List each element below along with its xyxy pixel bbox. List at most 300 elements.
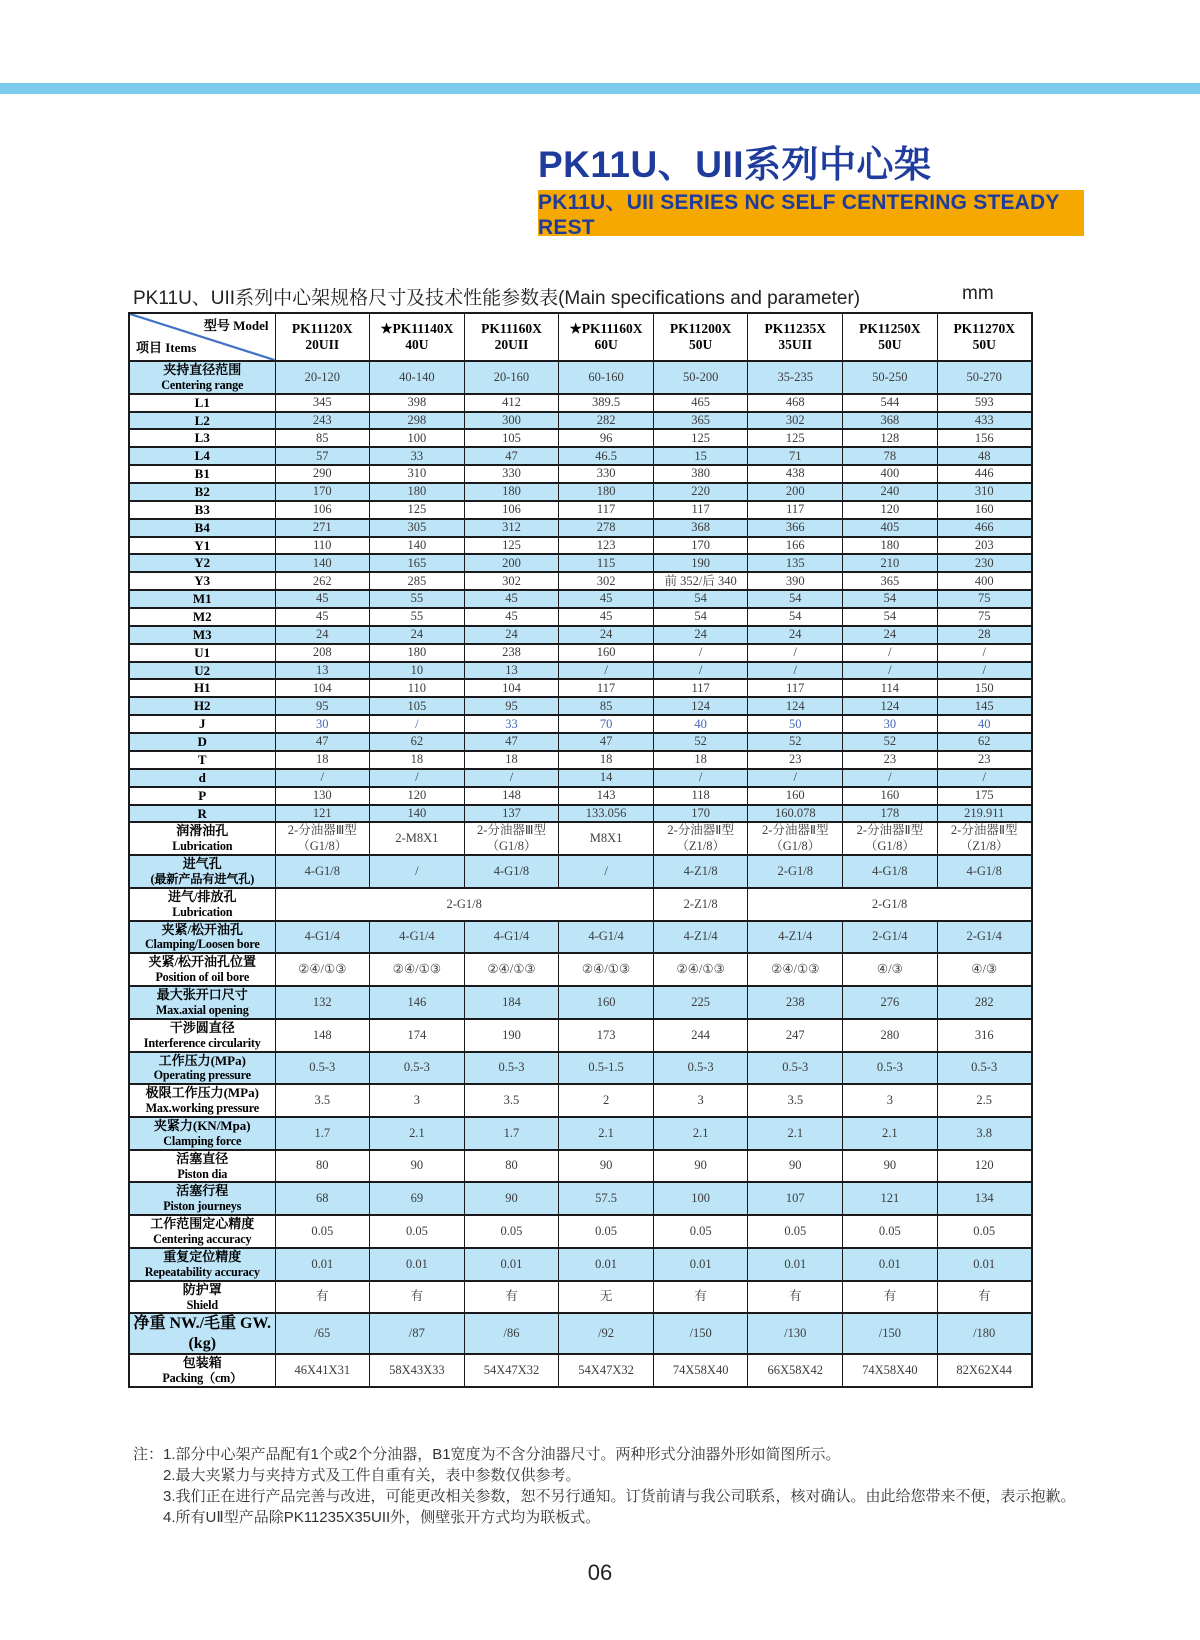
table-row <box>129 644 1032 662</box>
spec-cell: 0.01 <box>370 1248 465 1281</box>
row-label: M3 <box>129 626 275 644</box>
spec-cell: 400 <box>937 572 1032 590</box>
spec-cell: 123 <box>559 537 654 555</box>
row-label <box>129 1019 275 1052</box>
spec-cell: ④/③ <box>843 953 938 986</box>
spec-cell: 400 <box>843 465 938 483</box>
spec-cell: 282 <box>559 412 654 430</box>
spec-cell: 30 <box>275 715 370 733</box>
spec-cell: 160.078 <box>748 805 843 823</box>
spec-cell: 24 <box>275 626 370 644</box>
model-size: 50U <box>689 337 713 352</box>
row-label <box>129 953 275 986</box>
spec-cell: 180 <box>843 537 938 555</box>
table-row <box>129 1117 1032 1150</box>
spec-cell: 45 <box>464 590 559 608</box>
spec-cell: 148 <box>275 1019 370 1052</box>
spec-cell: 90 <box>653 1150 748 1183</box>
table-row <box>129 626 1032 644</box>
spec-cell: 128 <box>843 429 938 447</box>
spec-cell: ②④/①③ <box>559 953 654 986</box>
spec-cell: 302 <box>464 572 559 590</box>
row-label-zh: 重复定位精度 <box>163 1248 242 1264</box>
spec-cell: 18 <box>653 751 748 769</box>
model-name: PK11160X <box>481 320 542 336</box>
spec-cell: 316 <box>937 1019 1032 1052</box>
row-label-zh: 包装箱 <box>182 1355 222 1371</box>
spec-cell: 0.5-3 <box>748 1052 843 1085</box>
spec-cell: 4-G1/4 <box>275 921 370 954</box>
spec-cell: 210 <box>843 554 938 572</box>
table-row <box>129 679 1032 697</box>
spec-cell: / <box>843 644 938 662</box>
spec-cell: 132 <box>275 986 370 1019</box>
table-row <box>129 715 1032 733</box>
spec-cell: 170 <box>653 805 748 823</box>
spec-cell: 125 <box>748 429 843 447</box>
table-row <box>129 1052 1032 1085</box>
row-label <box>129 1248 275 1281</box>
spec-cell: 23 <box>843 751 938 769</box>
spec-cell: 143 <box>559 787 654 805</box>
spec-cell: 0.01 <box>843 1248 938 1281</box>
row-label-en: Centering accuracy <box>153 1232 252 1247</box>
spec-cell: 247 <box>748 1019 843 1052</box>
spec-cell: / <box>653 662 748 680</box>
spec-cell: 593 <box>937 394 1032 412</box>
spec-cell: 110 <box>370 679 465 697</box>
table-row <box>129 1248 1032 1281</box>
spec-cell: ②④/①③ <box>653 953 748 986</box>
spec-cell: 117 <box>559 501 654 519</box>
row-label: L1 <box>129 394 275 412</box>
spec-cell: 140 <box>370 805 465 823</box>
spec-cell: 74X58X40 <box>843 1354 938 1387</box>
spec-cell: 160 <box>843 787 938 805</box>
spec-cell: 18 <box>370 751 465 769</box>
table-row <box>129 1084 1032 1117</box>
spec-cell: 160 <box>559 644 654 662</box>
spec-cell: 24 <box>559 626 654 644</box>
spec-cell: 135 <box>748 554 843 572</box>
spec-cell: 125 <box>653 429 748 447</box>
table-row <box>129 1150 1032 1183</box>
spec-cell: 0.01 <box>653 1248 748 1281</box>
spec-cell: 0.5-3 <box>464 1052 559 1085</box>
spec-cell: 18 <box>464 751 559 769</box>
spec-cell: 82X62X44 <box>937 1354 1032 1387</box>
spec-cell: 389.5 <box>559 394 654 412</box>
spec-cell: 4-G1/8 <box>843 855 938 888</box>
spec-cell: 57 <box>275 447 370 465</box>
spec-cell: 117 <box>559 679 654 697</box>
spec-cell: 33 <box>464 715 559 733</box>
table-row <box>129 953 1032 986</box>
row-label <box>129 822 275 855</box>
row-label <box>129 1182 275 1215</box>
table-row <box>129 1215 1032 1248</box>
spec-cell: 117 <box>748 501 843 519</box>
spec-cell: M8X1 <box>559 822 654 855</box>
spec-cell: 465 <box>653 394 748 412</box>
spec-cell: 180 <box>464 483 559 501</box>
spec-cell: 50-200 <box>653 361 748 394</box>
spec-cell: 220 <box>653 483 748 501</box>
spec-cell: / <box>748 662 843 680</box>
table-row <box>129 751 1032 769</box>
spec-cell: 117 <box>653 679 748 697</box>
spec-cell: /86 <box>464 1313 559 1354</box>
spec-cell: 200 <box>748 483 843 501</box>
model-header-cell <box>653 313 748 361</box>
spec-cell: 2.1 <box>843 1117 938 1150</box>
spec-cell: 184 <box>464 986 559 1019</box>
table-row <box>129 1182 1032 1215</box>
spec-cell: 365 <box>843 572 938 590</box>
spec-cell: 50-250 <box>843 361 938 394</box>
spec-cell: 300 <box>464 412 559 430</box>
row-label: Y3 <box>129 572 275 590</box>
spec-cell: 405 <box>843 519 938 537</box>
row-label-en: Packing（cm） <box>162 1371 243 1386</box>
spec-cell: / <box>653 644 748 662</box>
notes <box>133 1444 1163 1528</box>
table-row <box>129 590 1032 608</box>
table-row <box>129 501 1032 519</box>
spec-cell: 50-270 <box>937 361 1032 394</box>
spec-cell: 4-G1/8 <box>464 855 559 888</box>
table-row <box>129 394 1032 412</box>
spec-cell: 120 <box>937 1150 1032 1183</box>
spec-cell: 330 <box>464 465 559 483</box>
spec-cell: /180 <box>937 1313 1032 1354</box>
table-row <box>129 1313 1032 1354</box>
spec-cell: / <box>937 662 1032 680</box>
row-label: L4 <box>129 447 275 465</box>
spec-cell: / <box>370 855 465 888</box>
spec-cell: 365 <box>653 412 748 430</box>
model-size: 60U <box>594 337 618 352</box>
model-header-cell <box>559 313 654 361</box>
spec-cell: 90 <box>748 1150 843 1183</box>
spec-cell: ②④/①③ <box>275 953 370 986</box>
spec-cell: 62 <box>370 733 465 751</box>
spec-cell: 115 <box>559 554 654 572</box>
spec-cell: 20-120 <box>275 361 370 394</box>
spec-cell: 433 <box>937 412 1032 430</box>
spec-cell: 75 <box>937 590 1032 608</box>
spec-cell: 有 <box>370 1281 465 1314</box>
spec-cell: 203 <box>937 537 1032 555</box>
spec-cell: 118 <box>653 787 748 805</box>
spec-cell: 90 <box>464 1182 559 1215</box>
spec-cell: 2-分油器Ⅲ型（G1/8） <box>275 822 370 855</box>
model-name: PK11235X <box>764 320 827 336</box>
spec-cell: 52 <box>748 733 843 751</box>
spec-cell: /87 <box>370 1313 465 1354</box>
spec-cell: 54X47X32 <box>464 1354 559 1387</box>
spec-cell: 124 <box>843 697 938 715</box>
spec-cell: 105 <box>370 697 465 715</box>
spec-cell: 66X58X42 <box>748 1354 843 1387</box>
table-row <box>129 1281 1032 1314</box>
corner-model-label: 型号 Model <box>203 318 269 333</box>
spec-cell: 134 <box>937 1182 1032 1215</box>
spec-cell: 140 <box>275 554 370 572</box>
model-size: 20UII <box>305 337 340 352</box>
spec-cell: 160 <box>937 501 1032 519</box>
row-label-en: Operating pressure <box>153 1068 251 1083</box>
note-line <box>133 1444 1163 1465</box>
spec-cell: 4-G1/4 <box>464 921 559 954</box>
spec-cell: 0.5-3 <box>937 1052 1032 1085</box>
corner-items-label: 项目 Items <box>136 340 197 356</box>
spec-cell: 0.05 <box>370 1215 465 1248</box>
table-row <box>129 429 1032 447</box>
spec-cell: 4-Z1/4 <box>748 921 843 954</box>
spec-cell: 74X58X40 <box>653 1354 748 1387</box>
spec-cell: 45 <box>464 608 559 626</box>
spec-cell: 390 <box>748 572 843 590</box>
model-name: PK11120X <box>291 320 353 336</box>
spec-cell: 173 <box>559 1019 654 1052</box>
row-label-en: Interference circularity <box>143 1035 261 1050</box>
spec-cell: 18 <box>275 751 370 769</box>
spec-cell: 有 <box>748 1281 843 1314</box>
spec-cell: 117 <box>748 679 843 697</box>
spec-cell: 3.5 <box>464 1084 559 1117</box>
page-number: 06 <box>587 1560 613 1585</box>
table-row <box>129 888 1032 921</box>
spec-cell: / <box>275 769 370 787</box>
spec-cell: 前 352/后 340 <box>653 572 748 590</box>
spec-cell: 366 <box>748 519 843 537</box>
spec-cell: 278 <box>559 519 654 537</box>
spec-cell: 96 <box>559 429 654 447</box>
row-label <box>129 921 275 954</box>
spec-cell: 3 <box>370 1084 465 1117</box>
spec-cell: 380 <box>653 465 748 483</box>
spec-cell: / <box>843 662 938 680</box>
spec-cell: 219.911 <box>937 805 1032 823</box>
spec-cell: 175 <box>937 787 1032 805</box>
spec-cell: 58X43X33 <box>370 1354 465 1387</box>
table-row <box>129 412 1032 430</box>
spec-cell: 165 <box>370 554 465 572</box>
model-size: 50U <box>972 337 996 352</box>
table-row <box>129 855 1032 888</box>
spec-cell: 0.05 <box>275 1215 370 1248</box>
spec-cell: 0.01 <box>275 1248 370 1281</box>
spec-cell: 190 <box>653 554 748 572</box>
spec-cell: / <box>937 644 1032 662</box>
row-label <box>129 888 275 921</box>
spec-cell: / <box>748 644 843 662</box>
spec-cell: 302 <box>559 572 654 590</box>
spec-cell: 240 <box>843 483 938 501</box>
spec-cell: 30 <box>843 715 938 733</box>
spec-cell: 90 <box>843 1150 938 1183</box>
spec-cell: 120 <box>370 787 465 805</box>
spec-cell: 0.5-3 <box>653 1052 748 1085</box>
table-row <box>129 822 1032 855</box>
spec-cell: 0.05 <box>559 1215 654 1248</box>
spec-cell: 244 <box>653 1019 748 1052</box>
row-label: d <box>129 769 275 787</box>
spec-cell: 4-G1/4 <box>559 921 654 954</box>
spec-cell: 85 <box>275 429 370 447</box>
spec-cell: 2.5 <box>937 1084 1032 1117</box>
row-label <box>129 986 275 1019</box>
spec-cell: 3.5 <box>748 1084 843 1117</box>
spec-cell: 0.01 <box>937 1248 1032 1281</box>
spec-cell: 2-分油器Ⅲ型（G1/8） <box>464 822 559 855</box>
row-label: U1 <box>129 644 275 662</box>
spec-cell: / <box>653 769 748 787</box>
spec-cell: /65 <box>275 1313 370 1354</box>
spec-cell: 140 <box>370 537 465 555</box>
row-label: B3 <box>129 501 275 519</box>
spec-cell: 124 <box>653 697 748 715</box>
spec-cell: 106 <box>464 501 559 519</box>
model-name: PK11270X <box>953 320 1015 336</box>
spec-cell: 71 <box>748 447 843 465</box>
row-label-en: Piston journeys <box>163 1199 242 1214</box>
spec-cell: 24 <box>370 626 465 644</box>
spec-cell: 23 <box>748 751 843 769</box>
spec-cell: 33 <box>370 447 465 465</box>
spec-cell: 52 <box>843 733 938 751</box>
series-banner <box>538 190 1084 239</box>
table-row <box>129 787 1032 805</box>
spec-cell: 114 <box>843 679 938 697</box>
spec-cell: 160 <box>748 787 843 805</box>
spec-cell: / <box>748 769 843 787</box>
spec-cell: 46X41X31 <box>275 1354 370 1387</box>
spec-cell: 412 <box>464 394 559 412</box>
row-label-en: (最新产品有进气孔) <box>150 871 255 886</box>
spec-cell: 23 <box>937 751 1032 769</box>
spec-cell: 52 <box>653 733 748 751</box>
spec-cell: 2.1 <box>559 1117 654 1150</box>
spec-cell: ②④/①③ <box>370 953 465 986</box>
corner-cell <box>129 313 275 361</box>
spec-cell: 75 <box>937 608 1032 626</box>
spec-cell: 438 <box>748 465 843 483</box>
model-header-cell <box>275 313 370 361</box>
spec-cell: 0.5-3 <box>843 1052 938 1085</box>
spec-cell: 145 <box>937 697 1032 715</box>
spec-cell: / <box>843 769 938 787</box>
spec-cell: / <box>370 715 465 733</box>
row-label: B4 <box>129 519 275 537</box>
spec-cell: 0.01 <box>748 1248 843 1281</box>
spec-cell: 3 <box>843 1084 938 1117</box>
spec-cell: 170 <box>653 537 748 555</box>
table-row <box>129 572 1032 590</box>
row-label <box>129 1354 275 1387</box>
row-label <box>129 1150 275 1183</box>
spec-cell: / <box>464 769 559 787</box>
spec-cell-merged: 2-G1/8 <box>275 888 653 921</box>
spec-cell: ②④/①③ <box>748 953 843 986</box>
row-label-zh: 最大张开口尺寸 <box>156 987 248 1003</box>
page-title: PK11U、UII系列中心架 <box>538 144 932 185</box>
spec-cell: 4-G1/8 <box>937 855 1032 888</box>
spec-cell: 无 <box>559 1281 654 1314</box>
row-label: Y1 <box>129 537 275 555</box>
row-label: H2 <box>129 697 275 715</box>
spec-cell: 2-G1/8 <box>748 855 843 888</box>
table-row <box>129 1019 1032 1052</box>
spec-cell: 90 <box>370 1150 465 1183</box>
spec-cell: 54 <box>843 590 938 608</box>
spec-cell: 13 <box>275 662 370 680</box>
spec-cell: 271 <box>275 519 370 537</box>
row-label-zh: 工作范围定心精度 <box>150 1216 255 1232</box>
note-line: 2.最大夹紧力与夹持方式及工件自重有关，表中参数仅供参考。 <box>163 1467 581 1484</box>
row-label: P <box>129 787 275 805</box>
spec-cell: 466 <box>937 519 1032 537</box>
spec-cell: 45 <box>275 590 370 608</box>
spec-cell: 180 <box>370 483 465 501</box>
spec-cell: 2-G1/4 <box>937 921 1032 954</box>
spec-cell: 238 <box>748 986 843 1019</box>
spec-cell: 285 <box>370 572 465 590</box>
model-name: PK11250X <box>859 320 921 336</box>
model-size: 40U <box>405 337 429 352</box>
spec-cell: 174 <box>370 1019 465 1052</box>
spec-cell: 有 <box>843 1281 938 1314</box>
spec-cell: 55 <box>370 590 465 608</box>
row-label: M1 <box>129 590 275 608</box>
spec-cell: 28 <box>937 626 1032 644</box>
row-label-zh: 进气孔 <box>182 856 222 872</box>
spec-cell: 368 <box>653 519 748 537</box>
spec-cell: 200 <box>464 554 559 572</box>
spec-cell: /130 <box>748 1313 843 1354</box>
spec-cell: 4-Z1/4 <box>653 921 748 954</box>
row-label <box>129 361 275 394</box>
spec-cell: / <box>370 769 465 787</box>
spec-cell: 60-160 <box>559 361 654 394</box>
spec-cell: 110 <box>275 537 370 555</box>
table-row <box>129 769 1032 787</box>
table-row <box>129 1354 1032 1387</box>
spec-cell: 3.5 <box>275 1084 370 1117</box>
spec-cell: 178 <box>843 805 938 823</box>
spec-cell: 166 <box>748 537 843 555</box>
spec-cell: 14 <box>559 769 654 787</box>
row-label-zh: 极限工作压力(MPa) <box>145 1085 259 1101</box>
note-line: 3.我们正在进行产品完善与改进，可能更改相关参数，恕不另行通知。订货前请与我公司联系，核对确认。由此给您带来不便，表示抱歉。 <box>163 1488 1076 1505</box>
notes-prefix: 注： <box>133 1446 164 1463</box>
spec-cell: 310 <box>370 465 465 483</box>
spec-cell: 4-Z1/8 <box>653 855 748 888</box>
row-label <box>129 1281 275 1314</box>
model-header-cell <box>843 313 938 361</box>
row-label: L3 <box>129 429 275 447</box>
spec-cell: 280 <box>843 1019 938 1052</box>
spec-table <box>128 312 1033 1388</box>
spec-cell: / <box>937 769 1032 787</box>
spec-cell: 15 <box>653 447 748 465</box>
spec-cell: 10 <box>370 662 465 680</box>
spec-cell: 57.5 <box>559 1182 654 1215</box>
spec-cell: 446 <box>937 465 1032 483</box>
spec-cell: 133.056 <box>559 805 654 823</box>
spec-cell: 104 <box>464 679 559 697</box>
